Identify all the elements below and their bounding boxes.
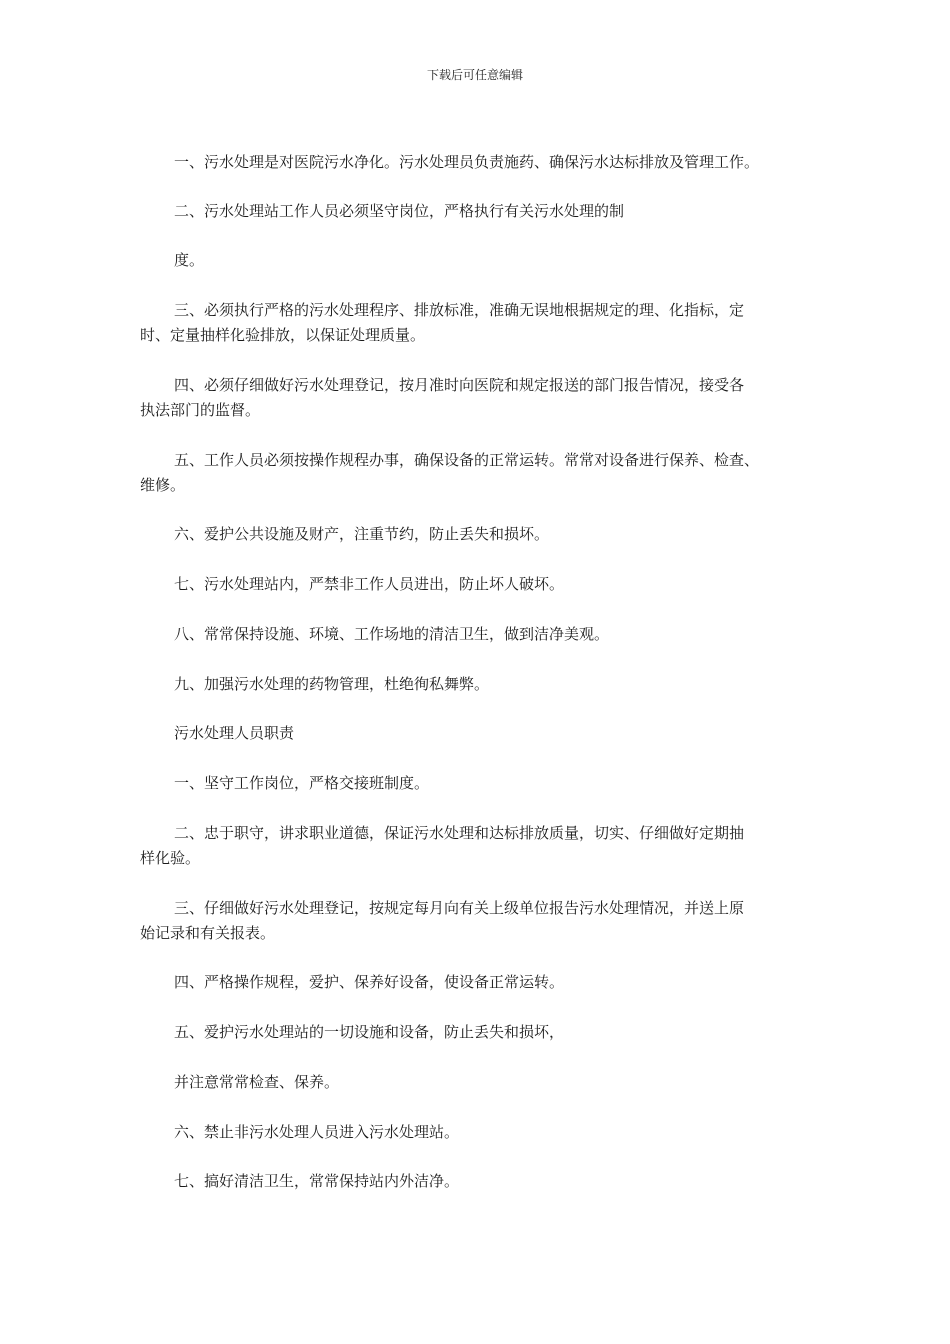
text-line: 六、禁止非污水处理人员进入污水处理站。 [174, 1123, 460, 1141]
text-line: 九、加强污水处理的药物管理，杜绝徇私舞弊。 [174, 675, 490, 693]
text-line: 污水处理人员职责 [174, 724, 295, 742]
paragraph [140, 1020, 816, 1045]
text-line: 二、忠于职守，讲求职业道德，保证污水处理和达标排放质量，切实、仔细做好定期抽 [174, 824, 745, 842]
paragraph [140, 199, 816, 224]
paragraph [140, 771, 816, 796]
paragraph [140, 821, 816, 871]
paragraph [140, 1070, 816, 1095]
text-line: 七、搞好清洁卫生，常常保持站内外洁净。 [174, 1172, 460, 1190]
text-line: 四、严格操作规程，爱护、保养好设备，使设备正常运转。 [174, 973, 565, 991]
paragraph [140, 672, 816, 697]
text-line: 执法部门的监督。 [140, 401, 261, 419]
paragraph [140, 298, 816, 348]
text-line: 一、污水处理是对医院污水净化。污水处理员负责施药、确保污水达标排放及管理工作。 [174, 153, 760, 171]
paragraph [140, 622, 816, 647]
paragraph [140, 970, 816, 995]
text-line: 始记录和有关报表。 [140, 924, 276, 942]
text-line: 四、必须仔细做好污水处理登记，按月准时向医院和规定报送的部门报告情况，接受各 [174, 376, 745, 394]
text-line: 三、必须执行严格的污水处理程序、排放标准，准确无误地根据规定的理、化指标，定 [174, 301, 745, 319]
paragraph [140, 1120, 816, 1145]
page-header: 下载后可任意编辑 [426, 68, 523, 82]
paragraph [140, 373, 816, 423]
text-line: 七、污水处理站内，严禁非工作人员进出，防止坏人破坏。 [174, 575, 565, 593]
text-line: 八、常常保持设施、环境、工作场地的清洁卫生，做到洁净美观。 [174, 625, 610, 643]
text-line: 六、爱护公共设施及财产，注重节约，防止丢失和损坏。 [174, 525, 550, 543]
text-line: 并注意常常检查、保养。 [174, 1073, 340, 1091]
text-line: 二、污水处理站工作人员必须坚守岗位，严格执行有关污水处理的制 [174, 202, 625, 220]
text-line: 维修。 [140, 476, 186, 494]
text-line: 三、仔细做好污水处理登记，按规定每月向有关上级单位报告污水处理情况，并送上原 [174, 899, 745, 917]
text-line: 五、工作人员必须按操作规程办事，确保设备的正常运转。常常对设备进行保养、检查、 [174, 451, 760, 469]
paragraph [140, 248, 816, 273]
text-line: 五、爱护污水处理站的一切设施和设备，防止丢失和损坏， [174, 1023, 565, 1041]
text-line: 一、坚守工作岗位，严格交接班制度。 [174, 774, 430, 792]
paragraph [140, 150, 816, 175]
text-line: 时、定量抽样化验排放，以保证处理质量。 [140, 326, 426, 344]
paragraph [140, 896, 816, 946]
text-line: 度。 [174, 251, 205, 269]
paragraph [140, 522, 816, 547]
paragraph [140, 1169, 816, 1194]
paragraph [140, 448, 816, 498]
section-heading [140, 721, 816, 746]
text-line: 样化验。 [140, 849, 201, 867]
paragraph [140, 572, 816, 597]
